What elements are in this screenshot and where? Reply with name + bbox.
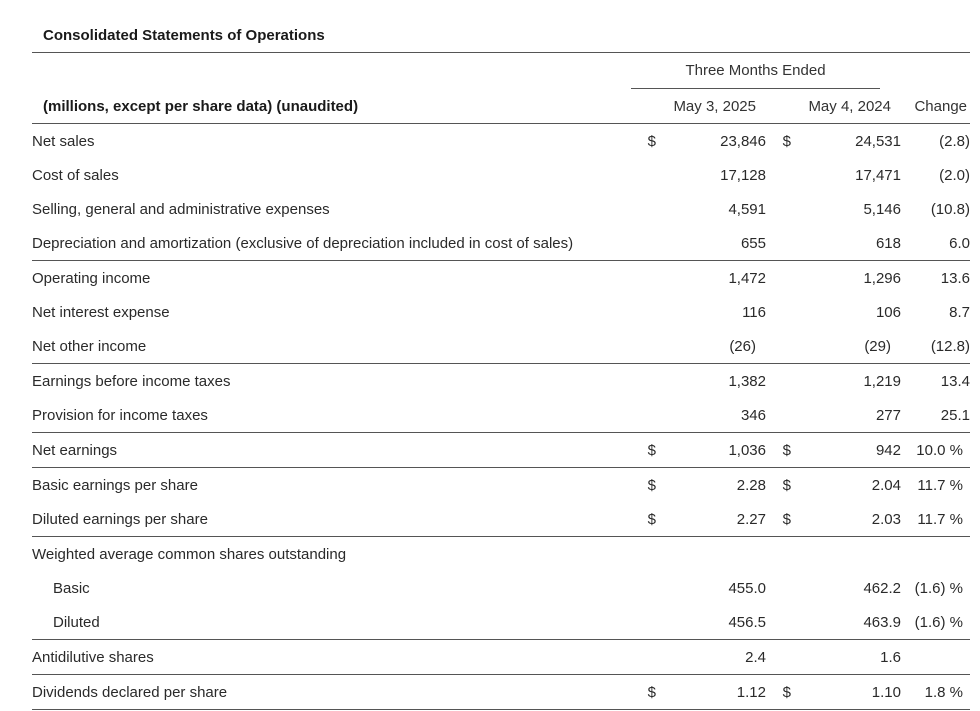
table-row xyxy=(32,675,970,710)
currency-symbol: $ xyxy=(766,433,791,468)
table-row xyxy=(32,261,970,296)
current-value: 17,128 xyxy=(720,166,766,184)
prior-value: 1.10 xyxy=(791,675,901,710)
currency-symbol: $ xyxy=(766,675,791,710)
current-value: 346 xyxy=(740,406,766,424)
currency-symbol: $ xyxy=(631,675,656,710)
period-header: Three Months Ended xyxy=(631,62,880,89)
currency-symbol xyxy=(766,226,791,261)
prior-value: 463.9 xyxy=(863,613,901,631)
currency-symbol xyxy=(766,640,791,675)
current-value: (26) xyxy=(729,337,756,355)
currency-symbol xyxy=(766,192,791,226)
table-row xyxy=(32,605,970,640)
change-value: 8.7 xyxy=(949,303,970,321)
row-label: Net sales xyxy=(32,124,631,159)
prior-value: 17,471 xyxy=(855,166,901,184)
row-label: Depreciation and amortization (exclusive of depreciation included in cost of sales) xyxy=(32,234,574,252)
current-value: 1,382 xyxy=(656,364,766,399)
table-row xyxy=(32,158,970,192)
current-value xyxy=(656,537,766,572)
change-value: 13.6 xyxy=(901,261,970,296)
row-label: Basic earnings per share xyxy=(32,468,631,503)
currency-symbol: $ xyxy=(782,510,791,528)
current-value: 1,472 xyxy=(656,261,766,296)
prior-value: 1.6 xyxy=(791,640,901,675)
currency-symbol xyxy=(766,158,791,192)
currency-symbol: $ xyxy=(631,468,656,503)
currency-symbol xyxy=(631,537,656,572)
change-value: 6.0 xyxy=(949,234,970,252)
currency-symbol: $ xyxy=(631,124,656,159)
row-label: Provision for income taxes xyxy=(32,406,208,424)
table-row xyxy=(32,295,970,329)
prior-value: 24,531 xyxy=(791,124,901,159)
current-value: 23,846 xyxy=(656,124,766,159)
row-label: Net other income xyxy=(32,337,147,355)
row-label: Cost of sales xyxy=(32,166,119,184)
prior-value: 2.04 xyxy=(791,468,901,503)
table-row xyxy=(32,398,970,433)
prior-value xyxy=(791,537,901,572)
currency-symbol xyxy=(766,364,791,399)
prior-value: 1,219 xyxy=(791,364,901,399)
currency-symbol: $ xyxy=(631,433,656,468)
row-label: Diluted earnings per share xyxy=(32,510,208,528)
change-value: (2.8) xyxy=(901,124,970,159)
table-row xyxy=(32,329,970,364)
change-column-header: Change xyxy=(914,97,967,115)
currency-symbol xyxy=(631,158,656,192)
currency-symbol xyxy=(631,364,656,399)
change-value: 10.0 % xyxy=(901,433,970,468)
prior-value: 5,146 xyxy=(863,200,901,218)
currency-symbol: $ xyxy=(766,124,791,159)
change-value: 25.1 xyxy=(940,406,970,424)
table-row xyxy=(32,433,970,468)
row-label: Weighted average common shares outstanding xyxy=(32,537,631,572)
current-period-header: May 3, 2025 xyxy=(673,97,756,115)
prior-value: 462.2 xyxy=(863,579,901,597)
change-value: (2.0) xyxy=(939,166,970,184)
current-value: 116 xyxy=(742,303,766,321)
currency-symbol: $ xyxy=(766,468,791,503)
prior-value: 1,296 xyxy=(791,261,901,296)
current-value: 455.0 xyxy=(728,579,766,597)
change-value: 1.8 % xyxy=(901,675,970,710)
currency-symbol xyxy=(631,640,656,675)
row-label: Operating income xyxy=(32,261,631,296)
table-row xyxy=(32,537,970,572)
row-label: Antidilutive shares xyxy=(32,640,631,675)
currency-symbol xyxy=(766,329,791,364)
prior-value: 106 xyxy=(875,303,901,321)
prior-value: 618 xyxy=(875,234,901,252)
currency-symbol xyxy=(766,571,791,605)
table-row xyxy=(32,468,970,503)
change-value: (1.6) % xyxy=(914,579,963,597)
table-row xyxy=(32,502,970,537)
change-value: (1.6) % xyxy=(914,613,963,631)
table-row xyxy=(32,571,970,605)
statement-title: Consolidated Statements of Operations xyxy=(43,27,325,44)
table-row xyxy=(32,124,970,159)
currency-symbol xyxy=(631,329,656,364)
statement-table xyxy=(32,89,970,710)
currency-symbol xyxy=(631,226,656,261)
table-row xyxy=(32,640,970,675)
row-label: Earnings before income taxes xyxy=(32,364,631,399)
currency-symbol: $ xyxy=(647,510,656,528)
current-value: 2.27 xyxy=(736,510,766,528)
prior-period-header: May 4, 2024 xyxy=(808,97,891,115)
table-row xyxy=(32,192,970,226)
column-header-row xyxy=(32,89,970,124)
currency-symbol xyxy=(766,295,791,329)
row-label: Dividends declared per share xyxy=(32,675,631,710)
row-label: Net interest expense xyxy=(32,303,170,321)
change-value: (10.8) xyxy=(930,200,970,218)
current-value: 2.28 xyxy=(656,468,766,503)
currency-symbol xyxy=(766,261,791,296)
currency-symbol xyxy=(631,192,656,226)
label-column-header: (millions, except per share data) (unaudited) xyxy=(43,97,359,115)
prior-value: (29) xyxy=(864,337,891,355)
currency-symbol xyxy=(631,295,656,329)
change-value xyxy=(901,537,970,572)
table-row xyxy=(32,364,970,399)
currency-symbol xyxy=(766,537,791,572)
currency-symbol xyxy=(766,605,791,640)
current-value: 4,591 xyxy=(728,200,766,218)
current-value: 1.12 xyxy=(656,675,766,710)
table-row xyxy=(32,226,970,261)
change-value: 13.4 xyxy=(901,364,970,399)
prior-value: 942 xyxy=(791,433,901,468)
prior-value: 2.03 xyxy=(871,510,901,528)
current-value: 2.4 xyxy=(656,640,766,675)
row-label: Basic xyxy=(53,579,90,597)
current-value: 1,036 xyxy=(656,433,766,468)
currency-symbol xyxy=(631,398,656,433)
row-label: Diluted xyxy=(53,613,100,631)
row-label: Net earnings xyxy=(32,433,631,468)
currency-symbol xyxy=(766,398,791,433)
currency-symbol xyxy=(631,605,656,640)
currency-symbol xyxy=(631,261,656,296)
change-value: (12.8) xyxy=(930,337,970,355)
prior-value: 277 xyxy=(875,406,901,424)
currency-symbol xyxy=(631,571,656,605)
title-divider xyxy=(32,52,970,53)
current-value: 456.5 xyxy=(728,613,766,631)
change-value xyxy=(901,640,970,675)
current-value: 655 xyxy=(740,234,766,252)
change-value: 11.7 % xyxy=(917,510,963,528)
change-value: 11.7 % xyxy=(901,468,970,503)
row-label: Selling, general and administrative expenses xyxy=(32,200,330,218)
